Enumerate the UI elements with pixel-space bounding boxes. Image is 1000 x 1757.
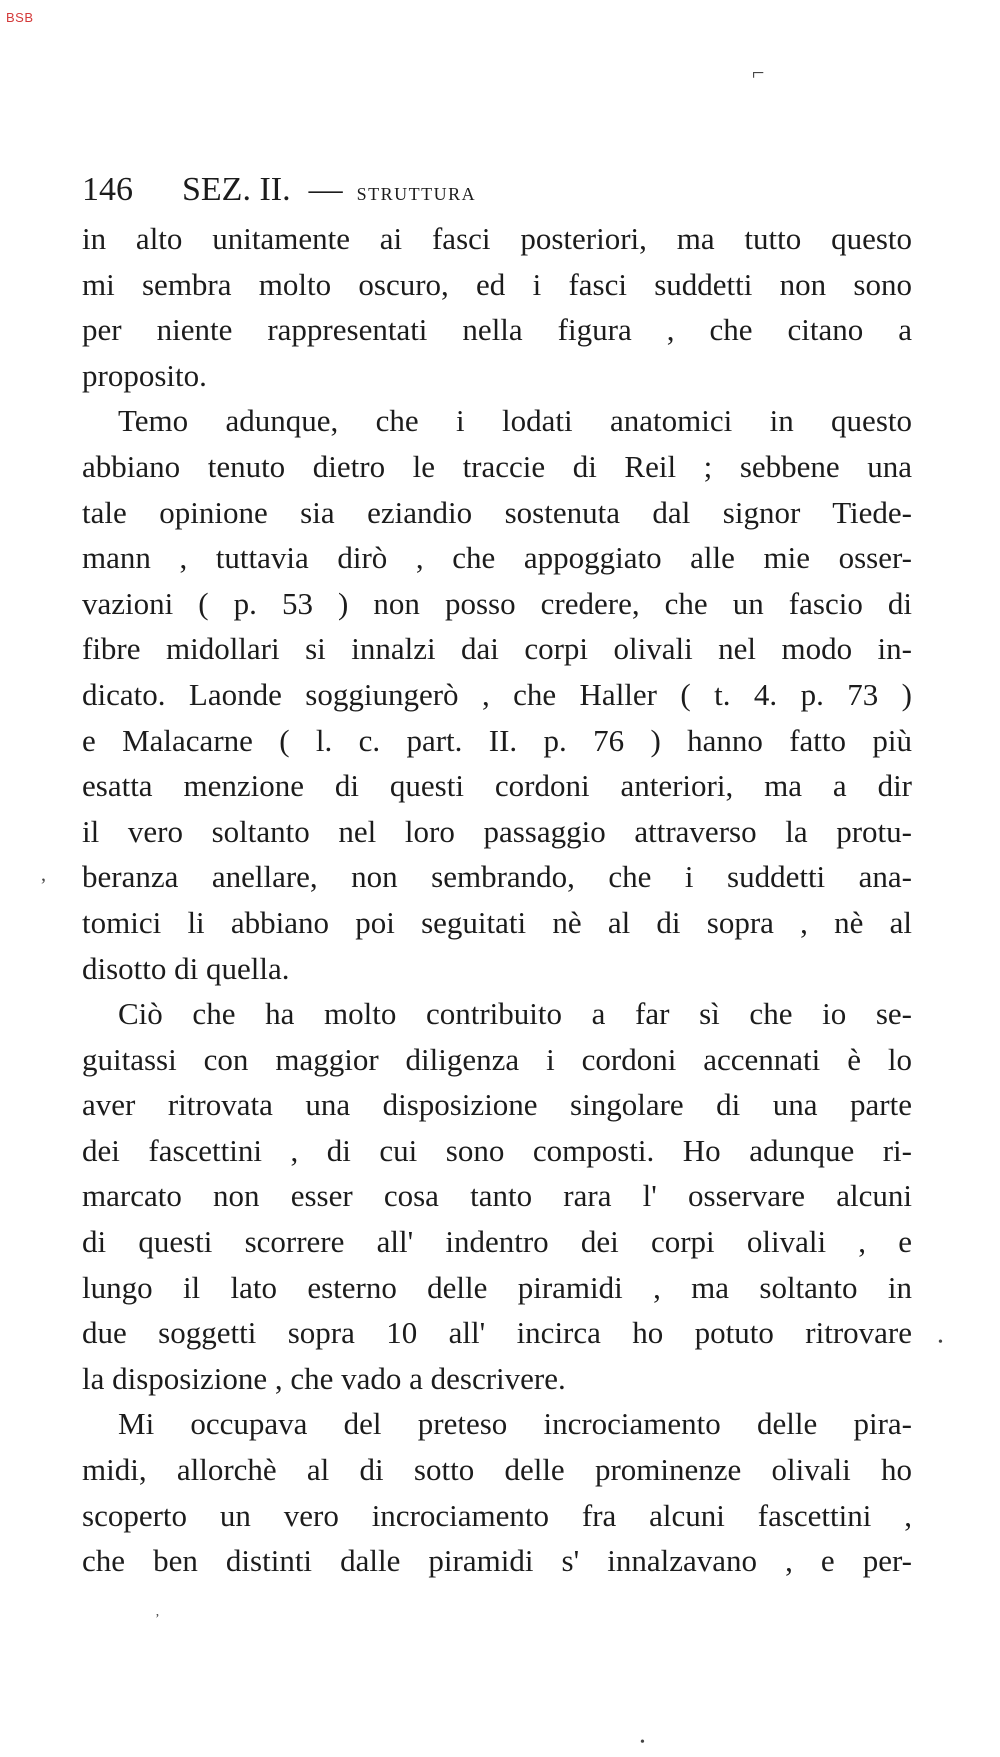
- text-line: e Malacarne ( l. c. part. II. p. 76 ) hanno fatto più: [82, 722, 912, 758]
- running-title: STRUTTURA: [356, 184, 477, 204]
- scan-speck-mark: ʼ: [155, 1612, 160, 1627]
- running-header: [82, 170, 912, 214]
- text-line: guitassi con maggior diligenza i cordoni accennati è lo: [82, 1041, 912, 1077]
- text-line: aver ritrovata una disposizione singolare di una parte: [82, 1087, 912, 1123]
- text-line: proposito.: [82, 357, 207, 393]
- text-line: midi, allorchè al di sotto delle prominenze olivali ho: [82, 1452, 912, 1488]
- text-line: dei fascettini , di cui sono composti. Ho adunque ri-: [82, 1132, 912, 1168]
- text-line: vazioni ( p. 53 ) non posso credere, che un fascio di: [82, 585, 912, 621]
- text-line: in alto unitamente ai fasci posteriori, ma tutto questo: [82, 221, 912, 256]
- scan-speck-mark: •: [938, 1335, 943, 1350]
- text-line: di questi scorrere all' indentro dei corpi olivali , e: [82, 1224, 912, 1260]
- page-number: 146: [82, 171, 133, 208]
- text-line: Temo adunque, che i lodati anatomici in questo: [118, 403, 912, 439]
- text-line: dicato. Laonde soggiungerò , che Haller ( t. 4. p. 73 ): [82, 676, 912, 712]
- text-line: tale opinione sia eziandio sostenuta dal signor Tiede-: [82, 494, 912, 530]
- text-line: fibre midollari si innalzi dai corpi olivali nel modo in-: [82, 631, 912, 667]
- text-line: marcato non esser cosa tanto rara l' osservare alcuni: [82, 1178, 912, 1214]
- text-line: beranza anellare, non sembrando, che i suddetti ana-: [82, 859, 912, 895]
- text-line: Ciò che ha molto contribuito a far sì che io se-: [118, 996, 912, 1032]
- text-line: il vero soltanto nel loro passaggio attraverso la protu-: [82, 813, 912, 849]
- scan-speck-mark: •: [640, 1735, 645, 1750]
- text-line: Mi occupava del preteso incrociamento delle pira-: [118, 1406, 912, 1442]
- header-dash: —: [308, 171, 343, 208]
- text-line: due soggetti sopra 10 all' incirca ho potuto ritrovare: [82, 1315, 912, 1351]
- text-line: scoperto un vero incrociamento fra alcuni fascettini ,: [82, 1497, 912, 1533]
- text-line: per niente rappresentati nella figura , che citano a: [82, 312, 912, 348]
- text-block: [82, 216, 912, 1584]
- text-line: disotto di quella.: [82, 950, 290, 986]
- library-watermark: BSB: [6, 10, 34, 25]
- scan-speck-mark: ⌐: [752, 60, 765, 85]
- text-line: lungo il lato esterno delle piramidi , ma soltanto in: [82, 1269, 912, 1305]
- text-line: mi sembra molto oscuro, ed i fasci suddetti non sono: [82, 266, 912, 302]
- text-line: la disposizione , che vado a descrivere.: [82, 1360, 566, 1396]
- section-label: SEZ. II.: [182, 171, 291, 208]
- text-line: abbiano tenuto dietro le traccie di Reil ; sebbene una: [82, 448, 912, 484]
- scan-speck-mark: ʼ: [40, 875, 47, 897]
- text-line: tomici li abbiano poi seguitati nè al di sopra , nè al: [82, 904, 912, 940]
- text-line: mann , tuttavia dirò , che appoggiato alle mie osser-: [82, 540, 912, 576]
- text-line: esatta menzione di questi cordoni anteriori, ma a dir: [82, 768, 912, 804]
- text-line: che ben distinti dalle piramidi s' innalzavano , e per-: [82, 1543, 912, 1579]
- page-body: [82, 170, 912, 1584]
